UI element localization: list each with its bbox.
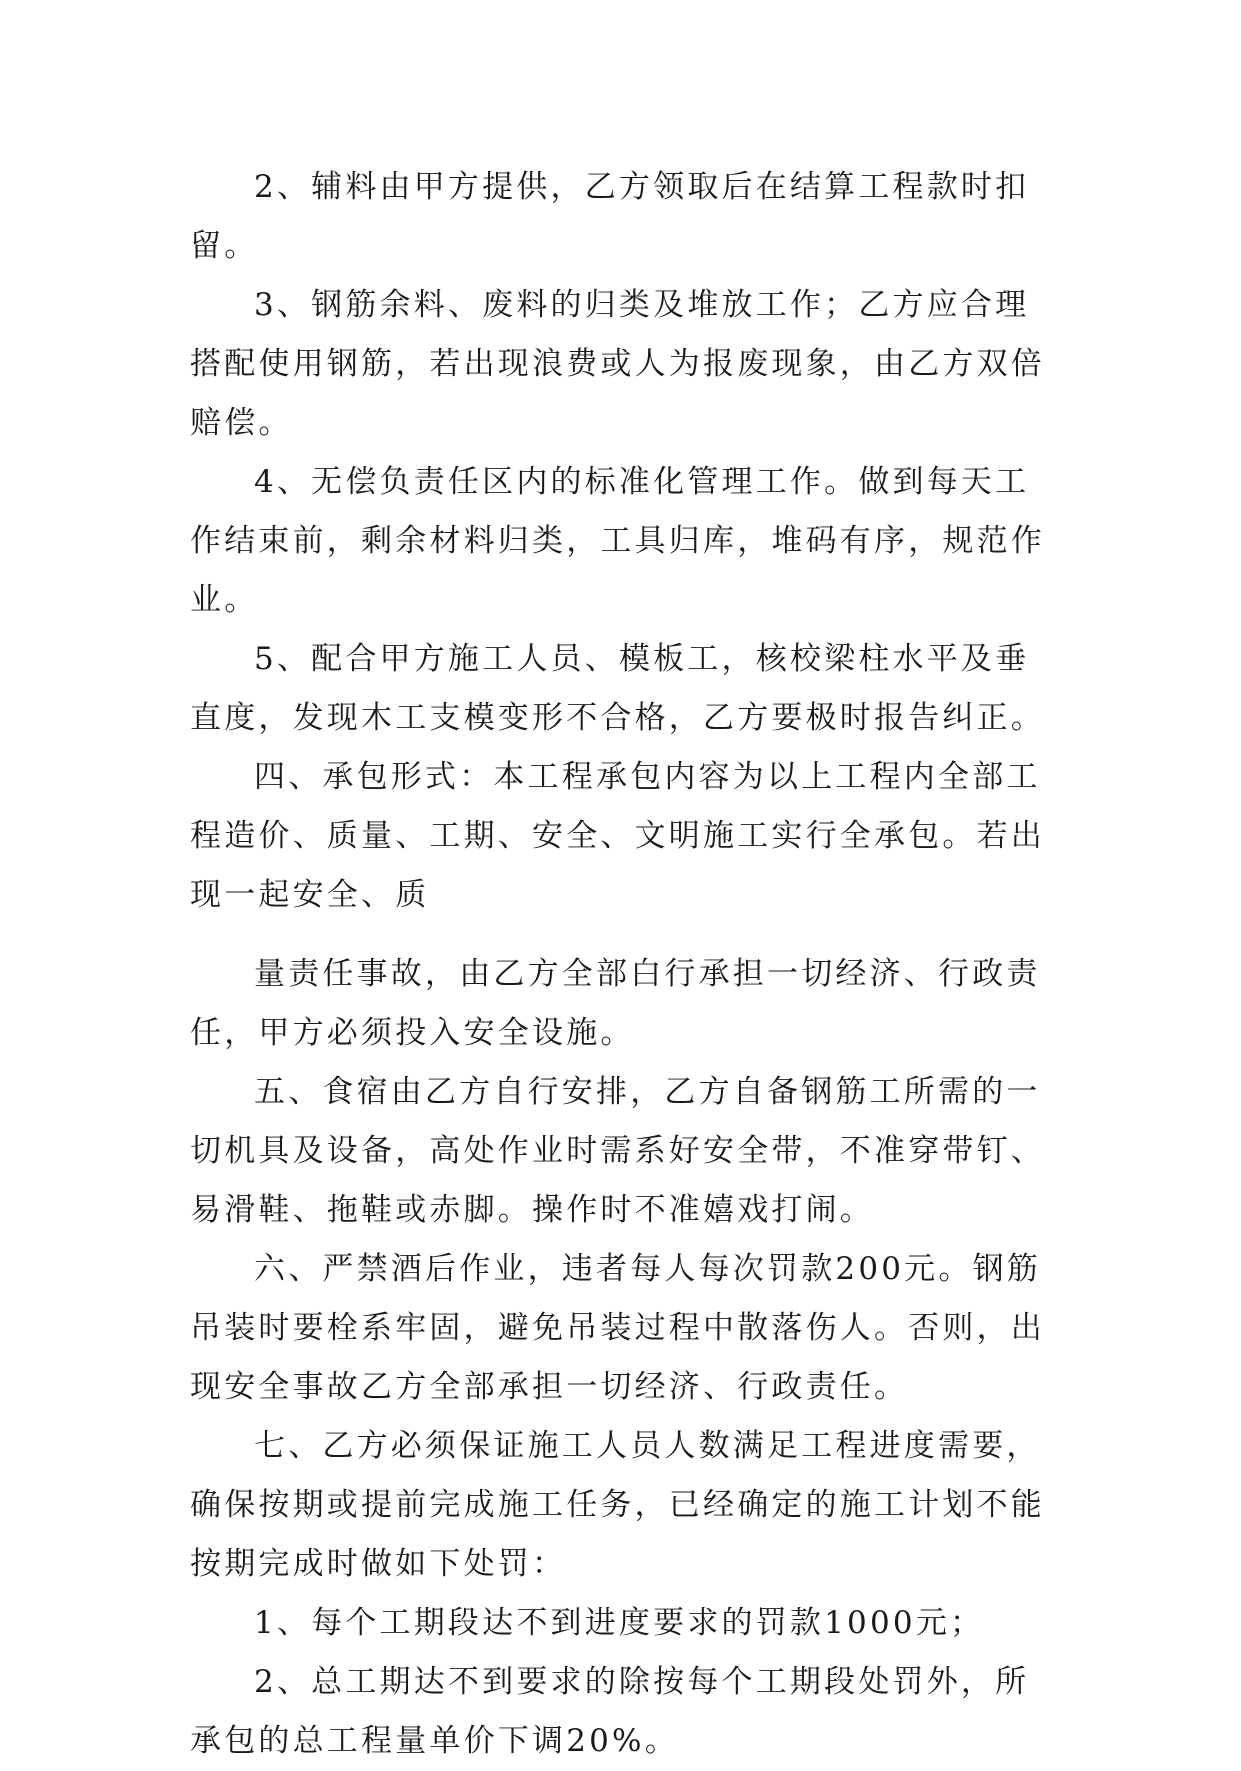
paragraph-section-6-no-drinking: 六、严禁酒后作业，违者每人每次罚款200元。钢筋吊装时要栓系牢固，避免吊装过程中散落伤人。否则，出现安全事故乙方全部承担一切经济、行政责任。 <box>190 1251 1045 1405</box>
paragraph-item-5-cooperation: 5、配合甲方施工人员、模板工，核校梁柱水平及垂直度，发现木工支模变形不合格，乙方要极时报告纠正。 <box>190 641 1045 736</box>
paragraph-item-3-rebar-scrap: 3、钢筋余料、废料的归类及堆放工作；乙方应合理搭配使用钢筋，若出现浪费或人为报废现象，由乙方双倍赔偿。 <box>190 287 1045 441</box>
paragraph-section-7-schedule: 七、乙方必须保证施工人员人数满足工程进度需要，确保按期或提前完成施工任务，已经确定的施工计划不能按期完成时做如下处罚： <box>190 1428 1045 1582</box>
paragraph-section-4-continued: 量责任事故，由乙方全部白行承担一切经济、行政责任，甲方必须投入安全设施。 <box>190 956 1041 1051</box>
paragraph-item-4-standardized-management: 4、无偿负责任区内的标准化管理工作。做到每天工作结束前，剩余材料归类，工具归库，堆码有序，规范作业。 <box>190 464 1045 618</box>
paragraph-penalty-1: 1、每个工期段达不到进度要求的罚款1000元； <box>254 1605 985 1641</box>
document-body <box>190 158 1055 1771</box>
paragraph-section-4-contract-form: 四、承包形式：本工程承包内容为以上工程内全部工程造价、质量、工期、安全、文明施工实行全承包。若出现一起安全、质 <box>190 759 1045 913</box>
paragraph-section-5-accommodation: 五、食宿由乙方自行安排，乙方自备钢筋工所需的一切机具及设备，高处作业时需系好安全带，不准穿带钉、易滑鞋、拖鞋或赤脚。操作时不准嬉戏打闹。 <box>190 1074 1045 1228</box>
paragraph-penalty-2: 2、总工期达不到要求的除按每个工期段处罚外，所承包的总工程量单价下调20%。 <box>190 1664 1030 1759</box>
paragraph-item-2-auxiliary-materials: 2、辅料由甲方提供，乙方领取后在结算工程款时扣留。 <box>190 169 1030 264</box>
